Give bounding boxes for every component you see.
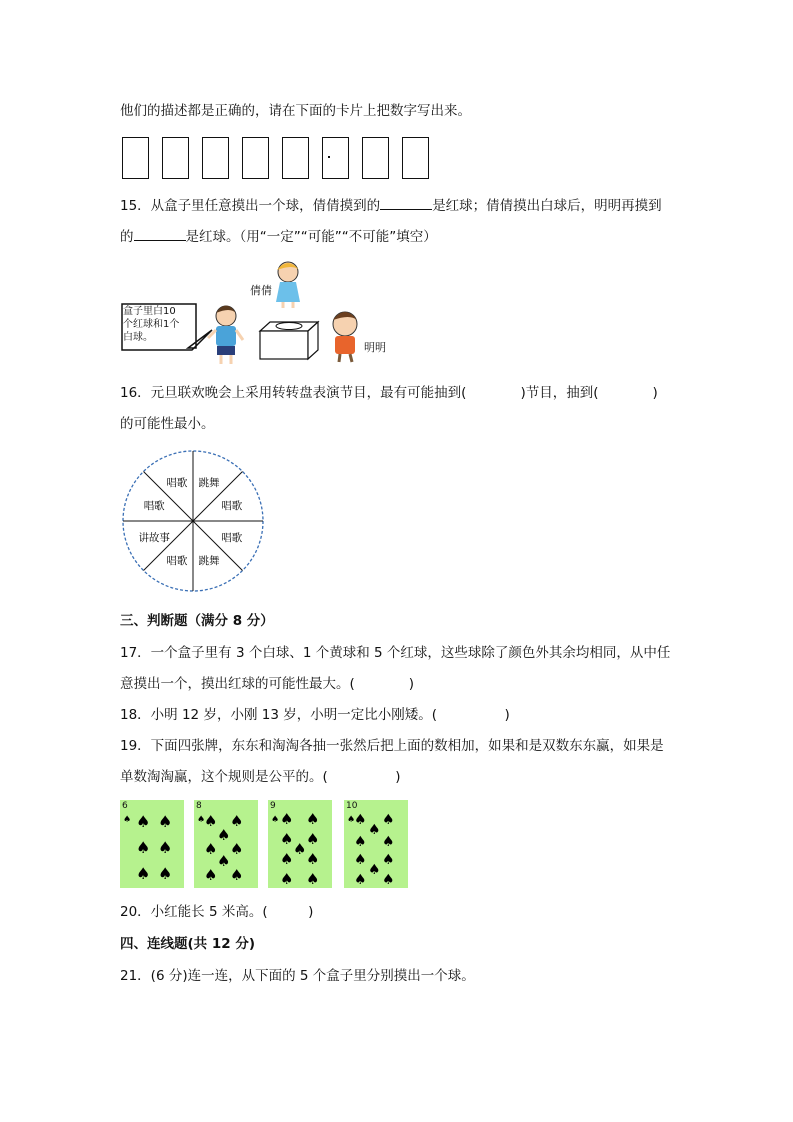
mingming-label: 明明: [364, 341, 386, 354]
spade-pips-icon: [120, 800, 184, 888]
svg-text:♠: ♠: [293, 840, 307, 858]
svg-text:♠: ♠: [382, 812, 395, 828]
qianqian-label: 倩倩: [250, 284, 272, 297]
svg-text:♠: ♠: [271, 815, 280, 825]
q18-line1: 18．小明 12 岁，小刚 13 岁，小明一定比小刚矮。( ): [120, 707, 510, 723]
answer-card[interactable]: [362, 137, 389, 179]
svg-text:♠: ♠: [354, 852, 367, 868]
spinner-label: 唱歌: [221, 532, 243, 545]
playing-card-6: [120, 800, 184, 888]
svg-text:♠: ♠: [347, 815, 356, 825]
svg-text:♠: ♠: [230, 812, 244, 830]
q17-line1: 17．一个盒子里有 3 个白球、1 个黄球和 5 个红球，这些球除了颜色外其余均相同，从中任: [120, 645, 671, 661]
q15-blank-2[interactable]: [134, 228, 186, 241]
spinner-label: 讲故事: [138, 532, 170, 545]
answer-card[interactable]: [402, 137, 429, 179]
box-note-line: 盒子里白10: [123, 306, 176, 317]
q16-line2: 的可能性最小。: [120, 416, 215, 432]
q15-blank-1[interactable]: [380, 197, 432, 210]
svg-text:♠: ♠: [306, 850, 320, 868]
spade-pips-icon: [268, 800, 332, 888]
spinner-label: 唱歌: [221, 499, 243, 512]
q15-line1: [120, 197, 662, 215]
spade-pips-icon: [194, 800, 258, 888]
svg-text:♠: ♠: [280, 850, 294, 868]
box-icon: [260, 322, 318, 359]
svg-text:♠: ♠: [354, 872, 367, 888]
card-rank: 6: [122, 801, 128, 811]
q15-text-b: 是红球；倩倩摸出白球后，明明再摸到: [432, 198, 662, 214]
svg-text:♠: ♠: [136, 812, 151, 831]
answer-card[interactable]: [242, 137, 269, 179]
q15-line2: [120, 228, 437, 246]
spinner-label: 跳舞: [198, 477, 220, 490]
q19-line2: 单数淘淘赢，这个规则是公平的。( ): [120, 769, 401, 785]
svg-text:♠: ♠: [136, 838, 151, 857]
section3-title: 三、判断题（满分 8 分）: [120, 613, 274, 629]
answer-card[interactable]: [202, 137, 229, 179]
svg-text:♠: ♠: [368, 862, 381, 878]
q21-line1: 21．(6 分)连一连，从下面的 5 个盒子里分别摸出一个球。: [120, 968, 475, 984]
mingming-figure-icon: [333, 312, 357, 362]
spinner-label: 唱歌: [166, 554, 188, 567]
q17-line2: 意摸出一个，摸出红球的可能性最大。( ): [120, 676, 415, 692]
answer-card[interactable]: [282, 137, 309, 179]
boy-figure-icon: [208, 306, 243, 365]
svg-text:♠: ♠: [217, 826, 231, 844]
answer-card-dot[interactable]: [322, 137, 349, 179]
svg-text:♠: ♠: [136, 864, 151, 883]
svg-text:♠: ♠: [204, 812, 218, 830]
box-note-line: 白球。: [123, 332, 153, 343]
svg-text:♠: ♠: [280, 870, 294, 888]
answer-card[interactable]: [122, 137, 149, 179]
svg-text:♠: ♠: [204, 840, 218, 858]
playing-card-8: [194, 800, 258, 888]
playing-card-10: [344, 800, 408, 888]
spade-pips-icon: [344, 800, 408, 888]
svg-text:♠: ♠: [197, 815, 206, 825]
spinner-wheel: [118, 448, 272, 594]
svg-text:♠: ♠: [230, 866, 244, 884]
box-note: [123, 305, 179, 344]
svg-text:♠: ♠: [382, 872, 395, 888]
spinner-label: 唱歌: [143, 499, 165, 512]
card-rank: 10: [346, 801, 358, 811]
girl-figure-icon: [276, 262, 300, 308]
card-rank: 9: [270, 801, 276, 811]
box-note-line: 个红球和1个: [123, 319, 180, 330]
svg-text:♠: ♠: [306, 830, 320, 848]
answer-card[interactable]: [162, 137, 189, 179]
svg-text:♠: ♠: [280, 810, 294, 828]
svg-text:♠: ♠: [382, 852, 395, 868]
svg-text:♠: ♠: [158, 838, 173, 857]
svg-text:♠: ♠: [158, 864, 173, 883]
card-rank: 8: [196, 801, 202, 811]
q20-line1: 20．小红能长 5 米高。( ): [120, 904, 314, 920]
q15-text-d: 是红球。（用“一定”“可能”“不可能”填空）: [185, 229, 437, 245]
svg-text:♠: ♠: [230, 840, 244, 858]
svg-text:♠: ♠: [368, 822, 381, 838]
svg-text:♠: ♠: [382, 834, 395, 850]
q15-text-c: 的: [120, 229, 134, 245]
spinner-label: 唱歌: [166, 477, 188, 490]
spinner-label: 跳舞: [198, 554, 220, 567]
svg-text:♠: ♠: [280, 830, 294, 848]
svg-text:♠: ♠: [123, 815, 132, 825]
q19-line1: 19．下面四张牌，东东和淘淘各抽一张然后把上面的数相加，如果和是双数东东赢，如果是: [120, 738, 664, 754]
intro-text: 他们的描述都是正确的，请在下面的卡片上把数字写出来。: [120, 103, 471, 119]
svg-text:♠: ♠: [204, 866, 218, 884]
svg-text:♠: ♠: [354, 834, 367, 850]
svg-text:♠: ♠: [217, 852, 231, 870]
q16-line1: 16．元旦联欢晚会上采用转转盘表演节目，最有可能抽到( )节目，抽到( ): [120, 385, 658, 401]
q15-text-a: 15．从盒子里任意摸出一个球，倩倩摸到的: [120, 198, 381, 214]
svg-text:♠: ♠: [306, 870, 320, 888]
section4-title: 四、连线题(共 12 分): [120, 936, 256, 952]
svg-text:♠: ♠: [158, 812, 173, 831]
playing-card-9: [268, 800, 332, 888]
svg-text:♠: ♠: [354, 812, 367, 828]
svg-text:♠: ♠: [306, 810, 320, 828]
